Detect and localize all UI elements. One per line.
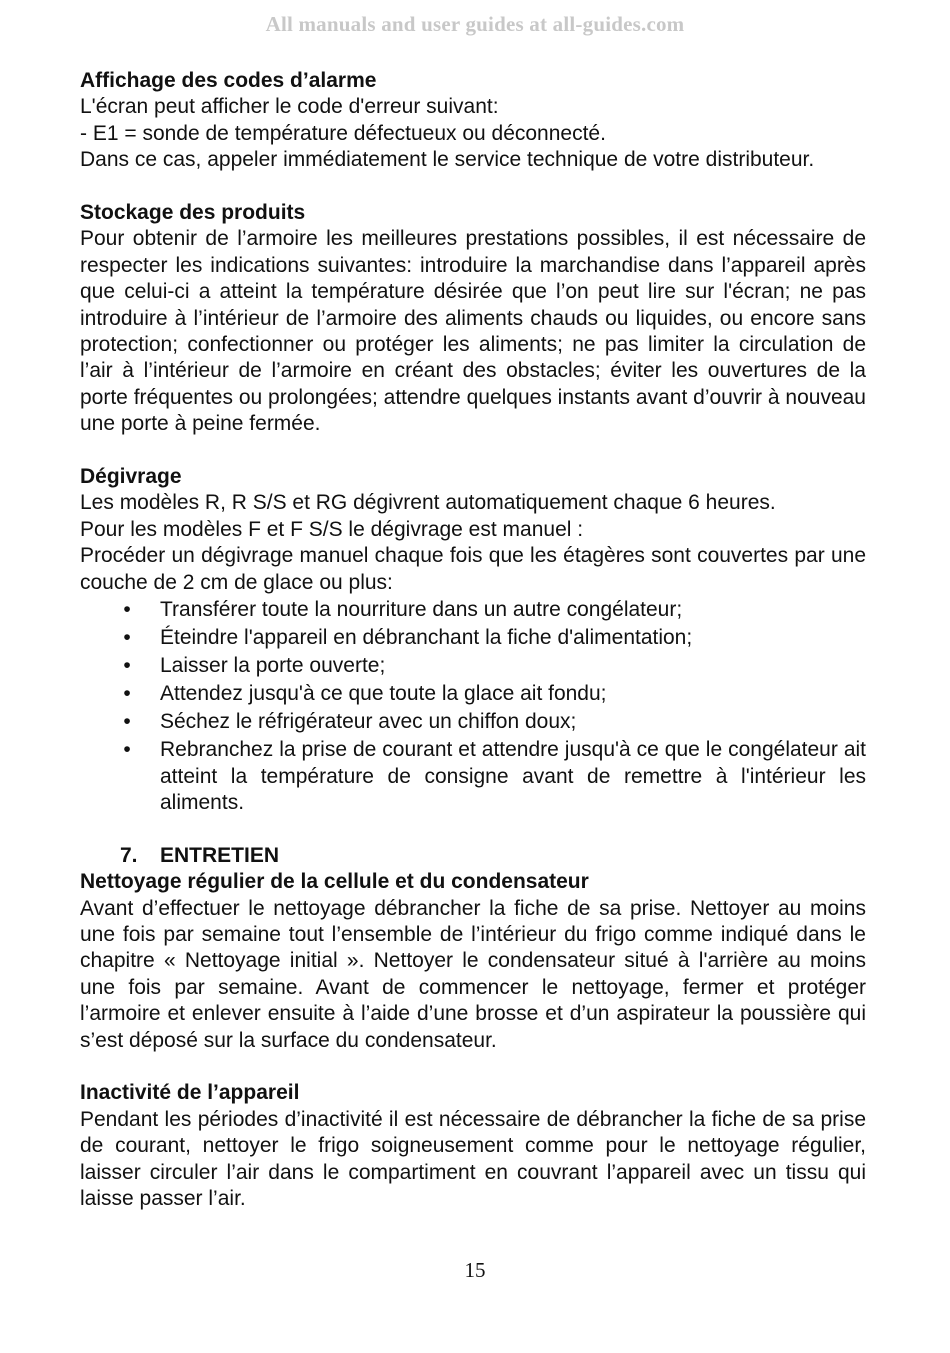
section-title [120, 843, 866, 869]
defrost-step: Éteindre l'appareil en débranchant la fiche d'alimentation; [160, 626, 693, 650]
maintenance-section [80, 843, 866, 1213]
list-item [80, 708, 866, 736]
bullet-icon: • [123, 682, 131, 706]
defrost-line-2: Pour les modèles F et F S/S le dégivrage est manuel : [80, 517, 584, 541]
defrost-step: Transférer toute la nourriture dans un autre congélateur; [160, 598, 683, 622]
alarm-section [80, 68, 866, 174]
list-item [80, 680, 866, 708]
inactivity-subsection [80, 1080, 866, 1212]
storage-heading: Stockage des produits [80, 201, 306, 225]
defrost-line-1: Les modèles R, R S/S et RG dégivrent automatiquement chaque 6 heures. [80, 491, 776, 515]
defrost-step: Rebranchez la prise de courant et attendre jusqu'à ce que le congélateur ait atteint la température de consigne avant de remettre à l'intérieur les aliments. [160, 738, 866, 814]
section-title-text: ENTRETIEN [160, 843, 280, 867]
list-item [80, 624, 866, 652]
defrost-heading: Dégivrage [80, 465, 182, 489]
defrost-line-3: Procéder un dégivrage manuel chaque fois que les étagères sont couvertes par une couche de 2 cm de glace ou plus: [80, 544, 866, 594]
cleaning-subsection [80, 869, 866, 1054]
cleaning-heading: Nettoyage régulier de la cellule et du condensateur [80, 870, 589, 894]
bullet-icon: • [123, 598, 131, 622]
alarm-line-3: Dans ce cas, appeler immédiatement le service technique de votre distributeur. [80, 148, 815, 172]
bullet-icon: • [123, 710, 131, 734]
bullet-icon: • [123, 654, 131, 678]
defrost-section [80, 464, 866, 816]
storage-section [80, 200, 866, 438]
bullet-icon: • [123, 738, 131, 762]
page-number: 15 [464, 1258, 486, 1282]
alarm-line-1: L'écran peut afficher le code d'erreur suivant: [80, 95, 499, 119]
list-item [80, 652, 866, 680]
section-number: 7. [120, 843, 138, 867]
defrost-step: Attendez jusqu'à ce que toute la glace ait fondu; [160, 682, 607, 706]
defrost-steps-list [80, 596, 866, 816]
list-item [80, 736, 866, 816]
list-item [80, 596, 866, 624]
watermark: All manuals and user guides at all-guides.com [265, 12, 685, 36]
cleaning-text: Avant d’effectuer le nettoyage débrancher la fiche de sa prise. Nettoyer au moins une fois par semaine tout l’ensemble de l’intérieur du frigo comme indiqué dans le chapitre « Nettoyage initial ». Nettoyer le condensateur situé à l'arrière au moins une fois par semaine. Avant de commencer le nettoyage, fermer et protéger l’armoire et enlever ensuite à l’aide d’une brosse et d’un aspirateur la poussière qui s’est déposé sur la surface du condensateur. [80, 896, 866, 1052]
page-content [80, 68, 866, 1212]
bullet-icon: • [123, 626, 131, 650]
defrost-step: Séchez le réfrigérateur avec un chiffon doux; [160, 710, 577, 734]
inactivity-text: Pendant les périodes d’inactivité il est nécessaire de débrancher la fiche de sa prise de courant, nettoyer le frigo soigneusement comme pour le nettoyage régulier, laisser circuler l’air dans le compartiment en couvrant l’appareil avec un tissu qui laisse passer l’air. [80, 1107, 866, 1210]
alarm-heading: Affichage des codes d’alarme [80, 69, 377, 92]
inactivity-heading: Inactivité de l’appareil [80, 1081, 300, 1105]
alarm-line-2: - E1 = sonde de température défectueux ou déconnecté. [80, 121, 606, 145]
storage-text: Pour obtenir de l’armoire les meilleures prestations possibles, il est nécessaire de respecter les indications suivantes: introduire la marchandise dans l’appareil après que celui-ci a atteint la température désirée que l’on peut lire sur l'écran; ne pas introduire à l’intérieur de l’armoire des aliments chauds ou liquides, ou encore sans protection; confectionner ou protéger les aliments; ne pas limiter la circulation de l’air à l’intérieur de l’armoire en créant des obstacles; éviter les ouvertures de la porte fréquentes ou prolongées; attendre quelques instants avant d’ouvrir à nouveau une porte à peine fermée. [80, 227, 866, 436]
defrost-step: Laisser la porte ouverte; [160, 654, 386, 678]
